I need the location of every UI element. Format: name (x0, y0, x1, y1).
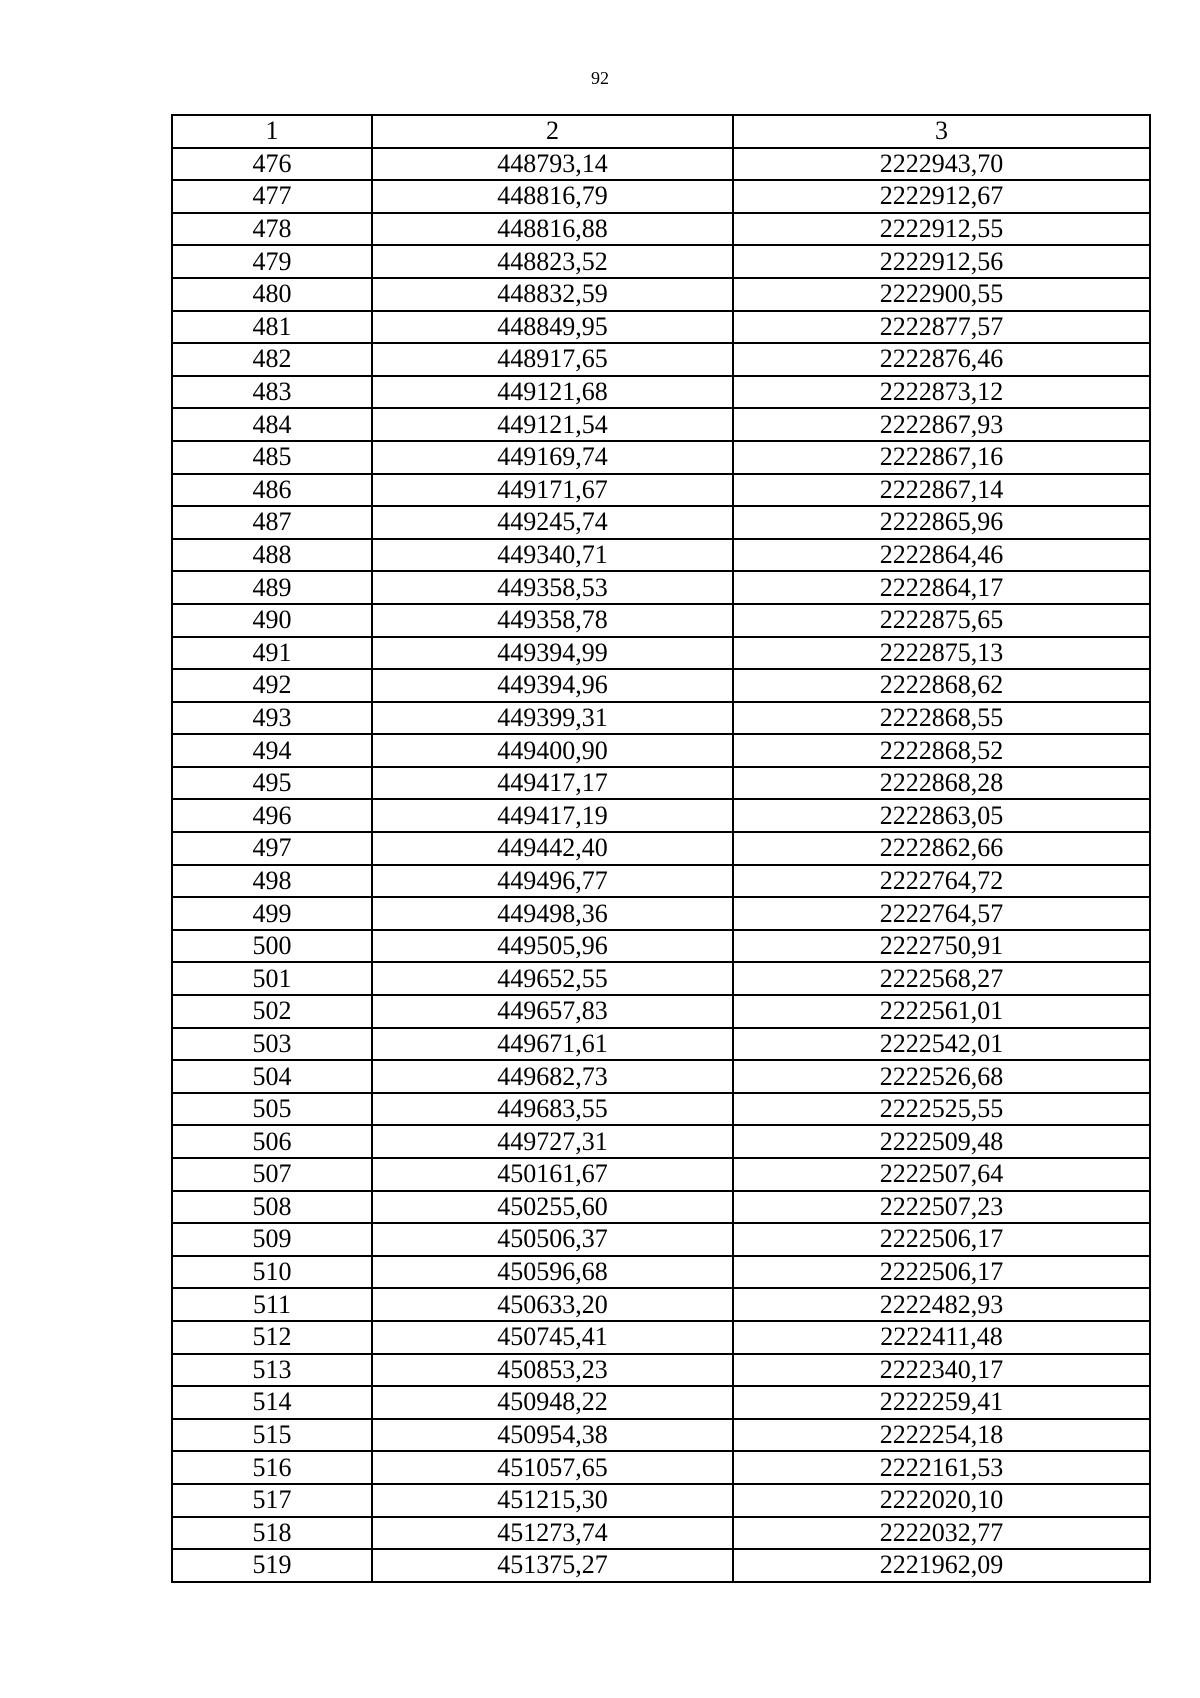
table-row (172, 1158, 1150, 1191)
x-coordinate-cell: 449442,40 (372, 832, 733, 865)
point-number-cell: 479 (172, 245, 372, 278)
x-coordinate-cell: 449496,77 (372, 865, 733, 898)
table-row (172, 734, 1150, 767)
y-coordinate-cell: 2222509,48 (733, 1125, 1150, 1158)
table-row (172, 1517, 1150, 1550)
table-row (172, 930, 1150, 963)
y-coordinate-cell: 2222912,55 (733, 213, 1150, 246)
point-number-cell: 519 (172, 1549, 372, 1582)
table-row (172, 865, 1150, 898)
table-header-row (172, 115, 1150, 148)
table-body (172, 115, 1150, 1582)
y-coordinate-cell: 2222507,23 (733, 1191, 1150, 1224)
y-coordinate-cell: 2222876,46 (733, 343, 1150, 376)
table-row (172, 376, 1150, 409)
table-row (172, 1451, 1150, 1484)
point-number-cell: 484 (172, 408, 372, 441)
point-number-cell: 506 (172, 1125, 372, 1158)
x-coordinate-cell: 450633,20 (372, 1288, 733, 1321)
point-number-cell: 505 (172, 1093, 372, 1126)
y-coordinate-cell: 2222340,17 (733, 1354, 1150, 1387)
table-row (172, 995, 1150, 1028)
y-coordinate-cell: 2222750,91 (733, 930, 1150, 963)
y-coordinate-cell: 2222863,05 (733, 799, 1150, 832)
table-row (172, 311, 1150, 344)
x-coordinate-cell: 448793,14 (372, 148, 733, 181)
y-coordinate-cell: 2222867,93 (733, 408, 1150, 441)
x-coordinate-cell: 450161,67 (372, 1158, 733, 1191)
x-coordinate-cell: 450745,41 (372, 1321, 733, 1354)
table-row (172, 1093, 1150, 1126)
y-coordinate-cell: 2222506,17 (733, 1223, 1150, 1256)
x-coordinate-cell: 449245,74 (372, 506, 733, 539)
y-coordinate-cell: 2222764,72 (733, 865, 1150, 898)
point-number-cell: 497 (172, 832, 372, 865)
y-coordinate-cell: 2222868,28 (733, 767, 1150, 800)
x-coordinate-cell: 449417,17 (372, 767, 733, 800)
y-coordinate-cell: 2222868,62 (733, 669, 1150, 702)
x-coordinate-cell: 448823,52 (372, 245, 733, 278)
point-number-cell: 488 (172, 539, 372, 572)
point-number-cell: 517 (172, 1484, 372, 1517)
point-number-cell: 499 (172, 897, 372, 930)
y-coordinate-cell: 2222875,13 (733, 637, 1150, 670)
table-row (172, 571, 1150, 604)
x-coordinate-cell: 450506,37 (372, 1223, 733, 1256)
y-coordinate-cell: 2222254,18 (733, 1419, 1150, 1452)
column-header-2: 2 (372, 115, 733, 148)
x-coordinate-cell: 449400,90 (372, 734, 733, 767)
x-coordinate-cell: 450853,23 (372, 1354, 733, 1387)
y-coordinate-cell: 2222912,56 (733, 245, 1150, 278)
y-coordinate-cell: 2222568,27 (733, 962, 1150, 995)
y-coordinate-cell: 2222506,17 (733, 1256, 1150, 1289)
y-coordinate-cell: 2222900,55 (733, 278, 1150, 311)
point-number-cell: 513 (172, 1354, 372, 1387)
point-number-cell: 510 (172, 1256, 372, 1289)
table-row (172, 245, 1150, 278)
point-number-cell: 486 (172, 474, 372, 507)
point-number-cell: 494 (172, 734, 372, 767)
y-coordinate-cell: 2222864,46 (733, 539, 1150, 572)
table-row (172, 962, 1150, 995)
x-coordinate-cell: 449394,96 (372, 669, 733, 702)
point-number-cell: 515 (172, 1419, 372, 1452)
column-header-1: 1 (172, 115, 372, 148)
x-coordinate-cell: 449394,99 (372, 637, 733, 670)
y-coordinate-cell: 2222020,10 (733, 1484, 1150, 1517)
table-row (172, 506, 1150, 539)
point-number-cell: 516 (172, 1451, 372, 1484)
x-coordinate-cell: 449121,68 (372, 376, 733, 409)
table-row (172, 799, 1150, 832)
table-row (172, 604, 1150, 637)
y-coordinate-cell: 2222875,65 (733, 604, 1150, 637)
y-coordinate-cell: 2222161,53 (733, 1451, 1150, 1484)
x-coordinate-cell: 448816,79 (372, 180, 733, 213)
point-number-cell: 512 (172, 1321, 372, 1354)
table-row (172, 539, 1150, 572)
table-row (172, 669, 1150, 702)
y-coordinate-cell: 2222526,68 (733, 1060, 1150, 1093)
x-coordinate-cell: 449169,74 (372, 441, 733, 474)
table-row (172, 1354, 1150, 1387)
point-number-cell: 481 (172, 311, 372, 344)
x-coordinate-cell: 450954,38 (372, 1419, 733, 1452)
point-number-cell: 511 (172, 1288, 372, 1321)
y-coordinate-cell: 2222864,17 (733, 571, 1150, 604)
table-row (172, 408, 1150, 441)
y-coordinate-cell: 2222877,57 (733, 311, 1150, 344)
point-number-cell: 480 (172, 278, 372, 311)
y-coordinate-cell: 2222032,77 (733, 1517, 1150, 1550)
x-coordinate-cell: 449727,31 (372, 1125, 733, 1158)
table-row (172, 1223, 1150, 1256)
table-row (172, 1125, 1150, 1158)
x-coordinate-cell: 449399,31 (372, 702, 733, 735)
point-number-cell: 485 (172, 441, 372, 474)
x-coordinate-cell: 449340,71 (372, 539, 733, 572)
x-coordinate-cell: 449671,61 (372, 1028, 733, 1061)
point-number-cell: 489 (172, 571, 372, 604)
page-number: 92 (591, 68, 609, 88)
point-number-cell: 482 (172, 343, 372, 376)
point-number-cell: 492 (172, 669, 372, 702)
table-row (172, 897, 1150, 930)
point-number-cell: 495 (172, 767, 372, 800)
table-row (172, 148, 1150, 181)
coordinates-table (171, 114, 1151, 1583)
point-number-cell: 478 (172, 213, 372, 246)
point-number-cell: 477 (172, 180, 372, 213)
point-number-cell: 514 (172, 1386, 372, 1419)
x-coordinate-cell: 451273,74 (372, 1517, 733, 1550)
x-coordinate-cell: 448917,65 (372, 343, 733, 376)
point-number-cell: 483 (172, 376, 372, 409)
x-coordinate-cell: 449683,55 (372, 1093, 733, 1126)
x-coordinate-cell: 449358,78 (372, 604, 733, 637)
y-coordinate-cell: 2222561,01 (733, 995, 1150, 1028)
table-row (172, 767, 1150, 800)
point-number-cell: 487 (172, 506, 372, 539)
y-coordinate-cell: 2222482,93 (733, 1288, 1150, 1321)
point-number-cell: 501 (172, 962, 372, 995)
table-row (172, 213, 1150, 246)
y-coordinate-cell: 2222542,01 (733, 1028, 1150, 1061)
x-coordinate-cell: 451215,30 (372, 1484, 733, 1517)
x-coordinate-cell: 449358,53 (372, 571, 733, 604)
table-row (172, 1060, 1150, 1093)
x-coordinate-cell: 449121,54 (372, 408, 733, 441)
y-coordinate-cell: 2222868,52 (733, 734, 1150, 767)
x-coordinate-cell: 449498,36 (372, 897, 733, 930)
y-coordinate-cell: 2222912,67 (733, 180, 1150, 213)
x-coordinate-cell: 449505,96 (372, 930, 733, 963)
point-number-cell: 476 (172, 148, 372, 181)
point-number-cell: 496 (172, 799, 372, 832)
point-number-cell: 504 (172, 1060, 372, 1093)
point-number-cell: 502 (172, 995, 372, 1028)
x-coordinate-cell: 449652,55 (372, 962, 733, 995)
y-coordinate-cell: 2222862,66 (733, 832, 1150, 865)
x-coordinate-cell: 450948,22 (372, 1386, 733, 1419)
table-row (172, 637, 1150, 670)
x-coordinate-cell: 449682,73 (372, 1060, 733, 1093)
point-number-cell: 493 (172, 702, 372, 735)
y-coordinate-cell: 2222943,70 (733, 148, 1150, 181)
table-row (172, 1028, 1150, 1061)
table-row (172, 1191, 1150, 1224)
y-coordinate-cell: 2222507,64 (733, 1158, 1150, 1191)
table-row (172, 1549, 1150, 1582)
x-coordinate-cell: 448816,88 (372, 213, 733, 246)
x-coordinate-cell: 451375,27 (372, 1549, 733, 1582)
y-coordinate-cell: 2222259,41 (733, 1386, 1150, 1419)
y-coordinate-cell: 2222764,57 (733, 897, 1150, 930)
table-row (172, 702, 1150, 735)
y-coordinate-cell: 2222411,48 (733, 1321, 1150, 1354)
table-row (172, 180, 1150, 213)
point-number-cell: 518 (172, 1517, 372, 1550)
x-coordinate-cell: 450596,68 (372, 1256, 733, 1289)
x-coordinate-cell: 448849,95 (372, 311, 733, 344)
table-row (172, 1256, 1150, 1289)
point-number-cell: 490 (172, 604, 372, 637)
point-number-cell: 498 (172, 865, 372, 898)
point-number-cell: 509 (172, 1223, 372, 1256)
x-coordinate-cell: 450255,60 (372, 1191, 733, 1224)
y-coordinate-cell: 2222867,14 (733, 474, 1150, 507)
x-coordinate-cell: 449417,19 (372, 799, 733, 832)
y-coordinate-cell: 2222525,55 (733, 1093, 1150, 1126)
table-row (172, 1288, 1150, 1321)
column-header-3: 3 (733, 115, 1150, 148)
y-coordinate-cell: 2222873,12 (733, 376, 1150, 409)
table-row (172, 278, 1150, 311)
point-number-cell: 508 (172, 1191, 372, 1224)
x-coordinate-cell: 449171,67 (372, 474, 733, 507)
table-row (172, 474, 1150, 507)
table-row (172, 441, 1150, 474)
x-coordinate-cell: 451057,65 (372, 1451, 733, 1484)
table-row (172, 832, 1150, 865)
y-coordinate-cell: 2222867,16 (733, 441, 1150, 474)
point-number-cell: 500 (172, 930, 372, 963)
y-coordinate-cell: 2221962,09 (733, 1549, 1150, 1582)
point-number-cell: 507 (172, 1158, 372, 1191)
table-row (172, 1386, 1150, 1419)
table-row (172, 1484, 1150, 1517)
x-coordinate-cell: 449657,83 (372, 995, 733, 1028)
point-number-cell: 503 (172, 1028, 372, 1061)
table-row (172, 1419, 1150, 1452)
x-coordinate-cell: 448832,59 (372, 278, 733, 311)
y-coordinate-cell: 2222865,96 (733, 506, 1150, 539)
y-coordinate-cell: 2222868,55 (733, 702, 1150, 735)
table-row (172, 1321, 1150, 1354)
table-row (172, 343, 1150, 376)
point-number-cell: 491 (172, 637, 372, 670)
